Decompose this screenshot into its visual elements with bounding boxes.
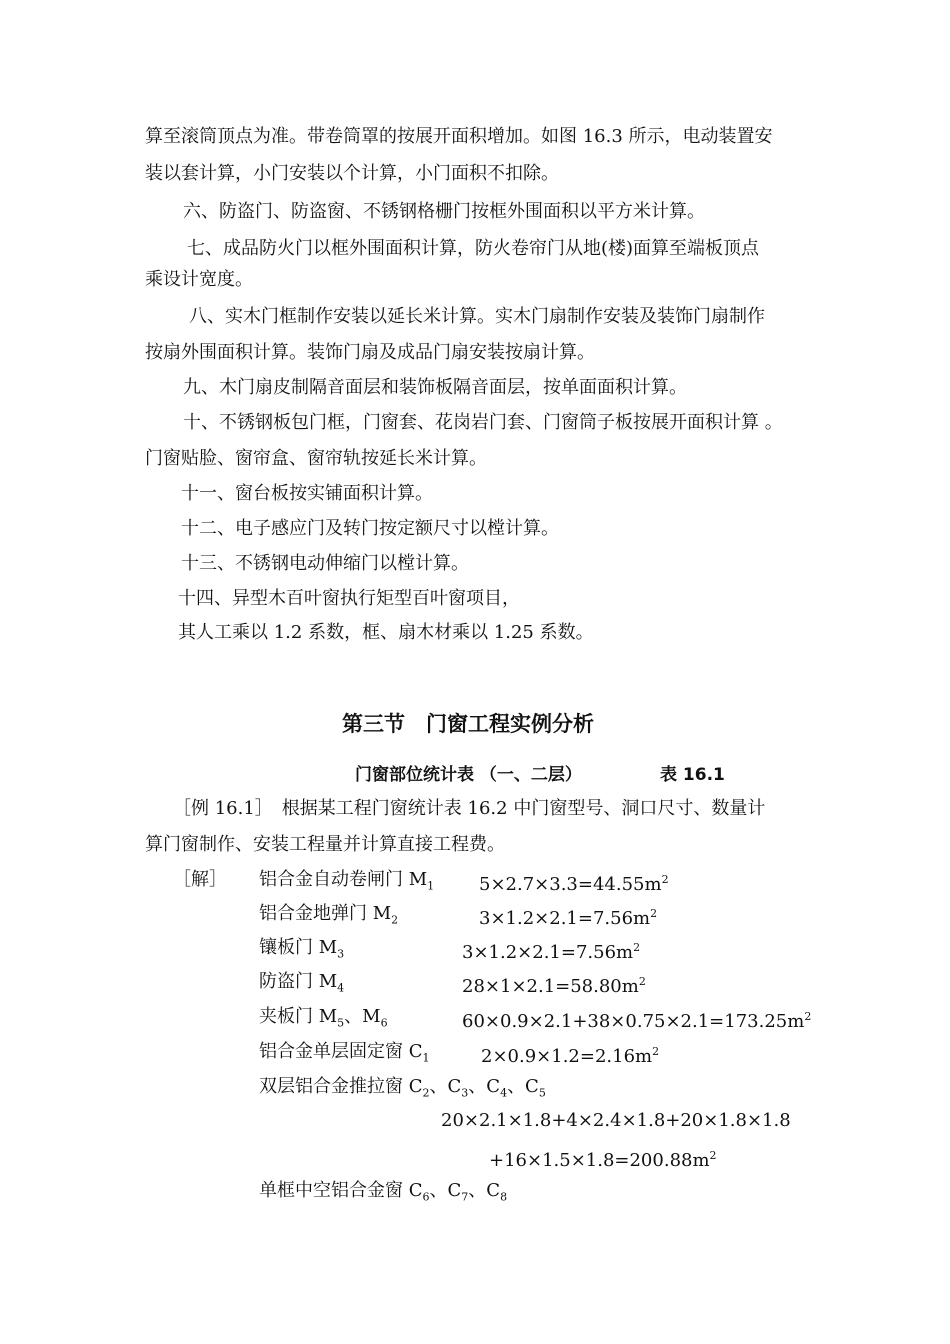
- item-calc: $60\times 0.9\times 2.1+38\times 0.75\times 2.1=173.25m^2$: [462, 1010, 812, 1032]
- item-calc: $3\times 1.2\times 2.1=7.56m^2$: [462, 941, 641, 963]
- item-calc: $28\times 1\times 2.1=58.80m^2$: [462, 975, 646, 997]
- item-name: 镶板门 $M_3$: [259, 937, 345, 961]
- paragraph-line: 十、不锈钢板包门框，门窗套、花岗岩门套、门窗筒子板按展开面积计算 。: [183, 412, 783, 433]
- paragraph-line: 十一、窗台板按实铺面积计算。: [181, 483, 433, 504]
- item-name: 防盗门 $M_4$: [259, 971, 345, 995]
- item-name: 夹板门 $M_5$、$M_6$: [259, 1006, 388, 1030]
- section-title: 第三节 门窗工程实例分析: [342, 712, 594, 736]
- paragraph-line: 乘设计宽度。: [145, 269, 253, 290]
- item-name: 铝合金自动卷闸门 $M_1$: [259, 869, 435, 893]
- item-calc: 20×2.1×1.8+4×2.4×1.8+20×1.8×1.8: [441, 1110, 791, 1131]
- paragraph-line: 十二、电子感应门及转门按定额尺寸以樘计算。: [181, 518, 559, 539]
- item-name: 铝合金地弹门 $M_2$: [259, 903, 399, 927]
- item-calc: $5\times 2.7\times 3.3=44.55m^2$: [479, 873, 669, 895]
- item-name: 单框中空铝合金窗 $C_6$、$C_7$、$C_8$: [259, 1180, 508, 1204]
- paragraph-line: 六、防盗门、防盗窗、不锈钢格栅门按框外围面积以平方米计算。: [183, 201, 705, 222]
- paragraph-line: 十四、异型木百叶窗执行矩型百叶窗项目，: [178, 588, 520, 609]
- paragraph-line: 其人工乘以 1.2 系数，框、扇木材乘以 1.25 系数。: [178, 622, 594, 643]
- item-calc: $+16\times 1.5\times 1.8=200.88m^2$: [489, 1149, 717, 1171]
- paragraph-line: 十三、不锈钢电动伸缩门以樘计算。: [181, 553, 469, 574]
- paragraph-line: 算至滚筒顶点为准。带卷筒罩的按展开面积增加。如图 16.3 所示，电动装置安: [145, 126, 773, 147]
- paragraph-line: 九、木门扇皮制隔音面层和装饰板隔音面层，按单面面积计算。: [183, 377, 687, 398]
- example-line: 算门窗制作、安装工程量并计算直接工程费。: [145, 834, 505, 855]
- item-name: 铝合金单层固定窗 $C_1$: [259, 1041, 430, 1065]
- item-name: 双层铝合金推拉窗 $C_2$、$C_3$、$C_4$、$C_5$: [259, 1076, 546, 1100]
- paragraph-line: 门窗贴脸、窗帘盒、窗帘轨按延长米计算。: [145, 448, 487, 469]
- table-caption: 门窗部位统计表 （一、二层）: [355, 765, 582, 785]
- paragraph-line: 八、实木门框制作安装以延长米计算。实木门扇制作安装及装饰门扇制作: [189, 306, 765, 327]
- solution-label: ［解］: [173, 869, 227, 890]
- table-number: 表 16.1: [660, 765, 725, 785]
- paragraph-line: 按扇外围面积计算。装饰门扇及成品门扇安装按扇计算。: [145, 342, 595, 363]
- item-calc: $2\times 0.9\times 1.2=2.16m^2$: [481, 1045, 660, 1067]
- item-calc: $3\times 1.2\times 2.1=7.56m^2$: [479, 907, 658, 929]
- paragraph-line: 七、成品防火门以框外围面积计算，防火卷帘门从地(楼)面算至端板顶点: [187, 238, 760, 259]
- paragraph-line: 装以套计算，小门安装以个计算，小门面积不扣除。: [145, 163, 559, 184]
- example-line: ［例 16.1］ 根据某工程门窗统计表 16.2 中门窗型号、洞口尺寸、数量计: [173, 798, 766, 819]
